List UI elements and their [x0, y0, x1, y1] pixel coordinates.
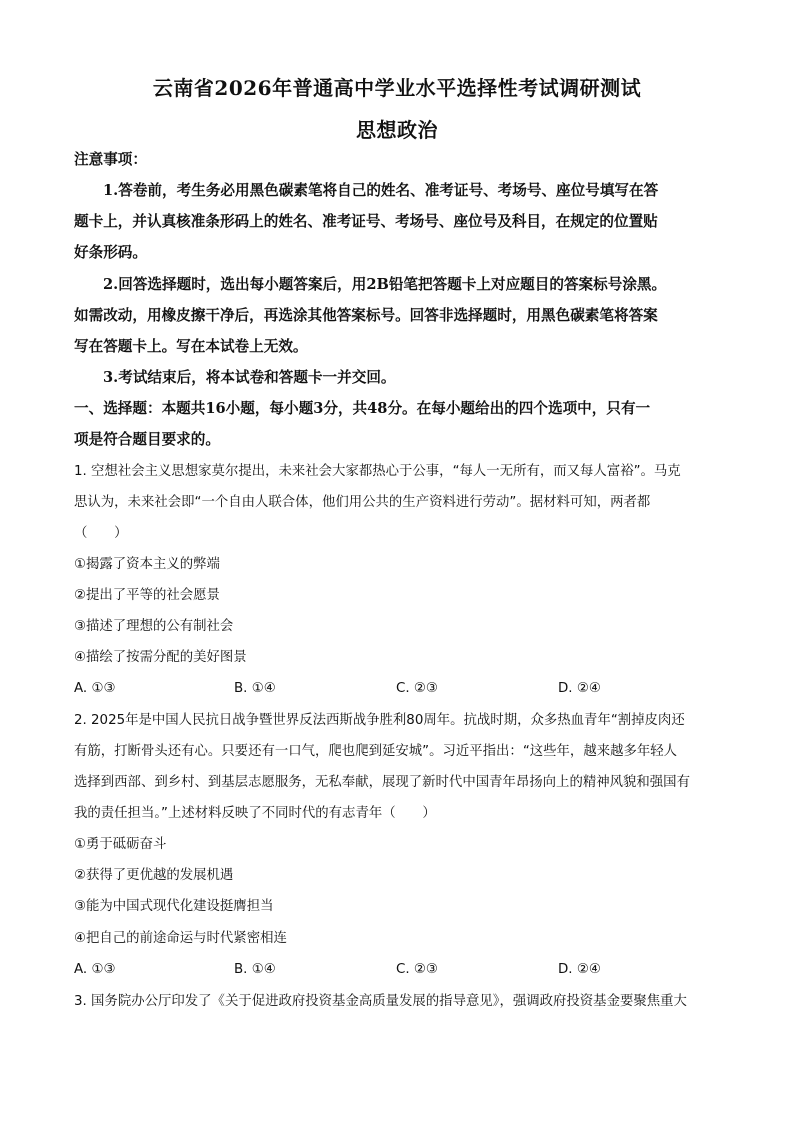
question-1-option-b: B. ①④ [234, 681, 276, 696]
question-2-stem-line-1: 2. 2025年是中国人民抗日战争暨世界反法西斯战争胜利80周年。抗战时期，众多热血青年“割掉皮肉还 [74, 713, 685, 728]
notice-item-1-line-2: 题卡上，并认真核准条形码上的姓名、准考证号、考场号、座位号及科目，在规定的位置贴 [74, 213, 658, 230]
question-1-item-2: ②提出了平等的社会愿景 [74, 588, 220, 603]
question-2-item-3: ③能为中国式现代化建设挺膺担当 [74, 899, 274, 914]
question-2-option-d: D. ②④ [558, 962, 601, 977]
question-1-option-a: A. ①③ [74, 681, 116, 696]
question-2-item-2: ②获得了更优越的发展机遇 [74, 868, 234, 883]
question-1-stem-line-1: 1. 空想社会主义思想家莫尔提出，未来社会大家都热心于公事，“每人一无所有，而又每人富裕”。马克 [74, 464, 681, 479]
notice-item-2-line-2: 如需改动，用橡皮擦干净后，再选涂其他答案标号。回答非选择题时，用黑色碳素笔将答案 [74, 307, 658, 324]
subject-title: 思想政治 [356, 118, 438, 142]
notice-item-2-line-1: 2.回答选择题时，选出每小题答案后，用2B铅笔把答题卡上对应题目的答案标号涂黑。 [103, 276, 667, 293]
question-2-option-b: B. ①④ [234, 962, 276, 977]
notice-item-1-line-3: 好条形码。 [74, 244, 147, 261]
question-3-stem-line-1: 3. 国务院办公厅印发了《关于促进政府投资基金高质量发展的指导意见》，强调政府投资基金要聚焦重大 [74, 994, 687, 1009]
notice-heading: 注意事项： [74, 151, 147, 168]
notice-item-2-line-3: 写在答题卡上。写在本试卷上无效。 [74, 338, 308, 355]
question-2-option-c: C. ②③ [396, 962, 438, 977]
question-1-item-3: ③描述了理想的公有制社会 [74, 619, 234, 634]
question-1-option-c: C. ②③ [396, 681, 438, 696]
question-2-stem-line-2: 有筋，打断骨头还有心。只要还有一口气，爬也爬到延安城”。习近平指出：“这些年，越来越多年轻人 [74, 744, 678, 759]
question-1-stem-line-2: 思认为，未来社会即“一个自由人联合体，他们用公共的生产资料进行劳动”。据材料可知，两者都 [74, 495, 651, 510]
question-2-option-a: A. ①③ [74, 962, 116, 977]
question-1-option-d: D. ②④ [558, 681, 601, 696]
section-heading-line-1: 一、选择题：本题共16小题，每小题3分，共48分。在每小题给出的四个选项中，只有一 [74, 400, 651, 417]
question-2-item-1: ①勇于砥砺奋斗 [74, 837, 167, 852]
section-heading-line-2: 项是符合题目要求的。 [74, 431, 220, 448]
notice-item-3: 3.考试结束后，将本试卷和答题卡一并交回。 [103, 369, 396, 386]
question-2-stem-line-4: 我的责任担当。”上述材料反映了不同时代的有志青年（ ） [74, 806, 436, 821]
exam-title: 云南省2026年普通高中学业水平选择性考试调研测试 [152, 76, 642, 100]
question-2-item-4: ④把自己的前途命运与时代紧密相连 [74, 931, 287, 946]
notice-item-1-line-1: 1.答卷前，考生务必用黑色碳素笔将自己的姓名、准考证号、考场号、座位号填写在答 [103, 182, 659, 199]
question-1-item-1: ①揭露了资本主义的弊端 [74, 557, 220, 572]
question-1-item-4: ④描绘了按需分配的美好图景 [74, 650, 247, 665]
question-2-stem-line-3: 选择到西部、到乡村、到基层志愿服务，无私奉献，展现了新时代中国青年昂扬向上的精神风貌和强国有 [74, 775, 690, 790]
question-1-answer-blank: （ ） [74, 526, 128, 541]
